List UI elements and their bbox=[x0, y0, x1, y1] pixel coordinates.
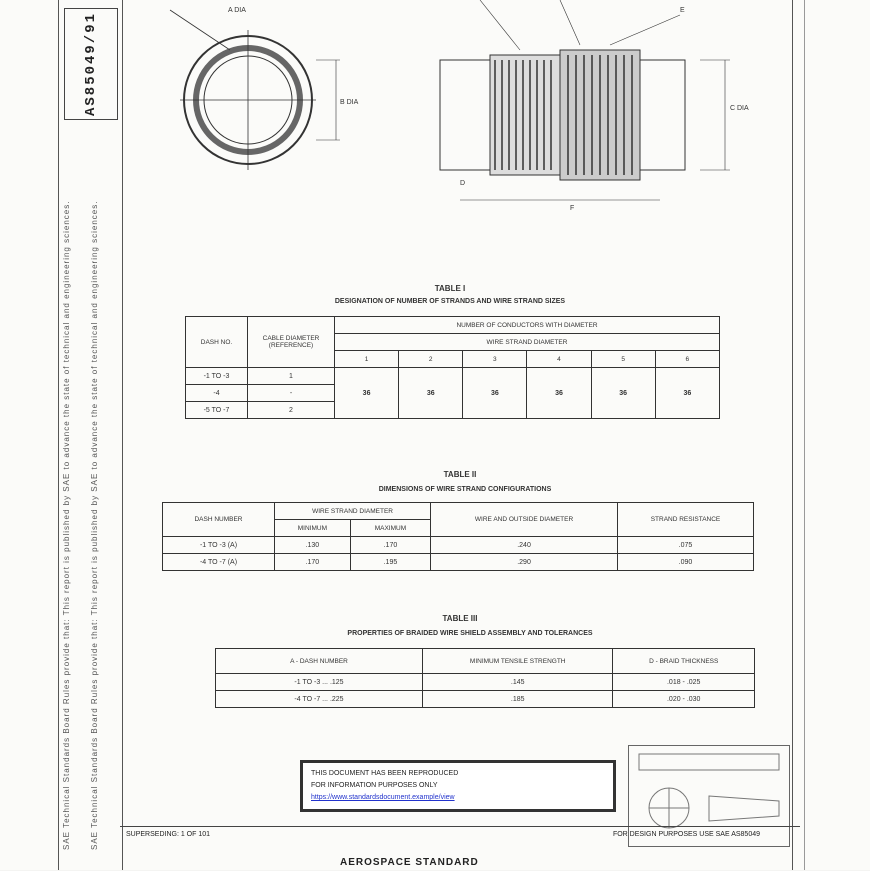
t1-header-dia: CABLE DIAMETER (REFERENCE) bbox=[248, 317, 335, 368]
t2-cell: .075 bbox=[617, 537, 753, 554]
left-margin-text-2: SAE Technical Standards Board Rules provide that: This report is published by SAE to advance the state of technical and engineering sciences. bbox=[90, 200, 99, 850]
technical-drawing bbox=[140, 0, 760, 220]
t2-cell: .090 bbox=[617, 554, 753, 571]
t2-cell: .240 bbox=[431, 537, 618, 554]
notice-line-1: THIS DOCUMENT HAS BEEN REPRODUCED bbox=[311, 770, 459, 777]
label-a-dia: A DIA bbox=[228, 7, 246, 14]
t1-col: 3 bbox=[463, 351, 527, 368]
t1-cell: 36 bbox=[463, 368, 527, 419]
footer-title: AEROSPACE STANDARD bbox=[340, 857, 479, 868]
t2-cell: .170 bbox=[275, 554, 351, 571]
left-margin-text: SAE Technical Standards Board Rules provide that: This report is published by SAE to advance the state of technical and engineering sciences. bbox=[62, 200, 71, 850]
margin-rule-1 bbox=[58, 0, 59, 870]
t1-header-strand: WIRE STRAND DIAMETER bbox=[335, 334, 720, 351]
table1-caption: TABLE I bbox=[434, 284, 466, 293]
document-id-box bbox=[64, 8, 118, 120]
table2-caption: TABLE II bbox=[443, 470, 477, 479]
document-id: AS85049/91 bbox=[83, 11, 99, 116]
table-row bbox=[216, 691, 755, 708]
table2-subtitle: DIMENSIONS OF WIRE STRAND CONFIGURATIONS bbox=[378, 486, 552, 493]
footer-right: FOR DESIGN PURPOSES USE SAE AS85049 bbox=[612, 831, 760, 838]
footer-left: SUPERSEDING: 1 OF 101 bbox=[126, 831, 211, 838]
table-3 bbox=[215, 648, 755, 708]
t1-col: 4 bbox=[527, 351, 591, 368]
reproduction-notice bbox=[300, 760, 616, 812]
t1-cell: -5 TO -7 bbox=[186, 402, 248, 419]
t3-cell: .185 bbox=[423, 691, 613, 708]
t1-cell: -1 TO -3 bbox=[186, 368, 248, 385]
notice-link[interactable]: https://www.standardsdocument.example/view bbox=[311, 794, 455, 801]
t1-cell: - bbox=[248, 385, 335, 402]
t2-cell: -1 TO -3 (A) bbox=[163, 537, 275, 554]
label-c-dia: C DIA bbox=[730, 105, 749, 112]
t1-col: 2 bbox=[399, 351, 463, 368]
t3-cell: -4 TO -7 ... .225 bbox=[216, 691, 423, 708]
t1-cell: 1 bbox=[248, 368, 335, 385]
t3-cell: .145 bbox=[423, 674, 613, 691]
right-rule-2 bbox=[804, 0, 805, 870]
table3-caption: TABLE III bbox=[442, 614, 478, 623]
notice-line-2: FOR INFORMATION PURPOSES ONLY bbox=[311, 782, 438, 789]
table-1 bbox=[185, 316, 720, 419]
t1-header-conductors: NUMBER OF CONDUCTORS WITH DIAMETER bbox=[335, 317, 720, 334]
t1-cell: 36 bbox=[591, 368, 655, 419]
t3-header: D - BRAID THICKNESS bbox=[613, 649, 755, 674]
label-d: D bbox=[460, 180, 466, 187]
t1-header-dash: DASH NO. bbox=[186, 317, 248, 368]
table-row bbox=[163, 537, 754, 554]
t1-cell: 36 bbox=[655, 368, 719, 419]
table-row bbox=[163, 554, 754, 571]
t1-col: 6 bbox=[655, 351, 719, 368]
t1-col: 5 bbox=[591, 351, 655, 368]
margin-rule-2 bbox=[122, 0, 123, 870]
t2-cell: .290 bbox=[431, 554, 618, 571]
table3-subtitle: PROPERTIES OF BRAIDED WIRE SHIELD ASSEMBLY AND TOLERANCES bbox=[347, 630, 593, 637]
t3-cell: .020 - .030 bbox=[613, 691, 755, 708]
t2-header: WIRE STRAND DIAMETER bbox=[275, 503, 431, 520]
side-view bbox=[440, 0, 730, 200]
t2-header: STRAND RESISTANCE bbox=[617, 503, 753, 537]
table-row bbox=[216, 674, 755, 691]
table-2 bbox=[162, 502, 754, 571]
t1-cell: 36 bbox=[335, 368, 399, 419]
label-b-dia: B DIA bbox=[340, 99, 359, 106]
table-row bbox=[186, 368, 720, 385]
t3-cell: .018 - .025 bbox=[613, 674, 755, 691]
t1-cell: 36 bbox=[399, 368, 463, 419]
t2-cell: .195 bbox=[350, 554, 430, 571]
t2-cell: -4 TO -7 (A) bbox=[163, 554, 275, 571]
label-e: E bbox=[680, 7, 685, 14]
footer bbox=[120, 826, 800, 871]
t1-cell: -4 bbox=[186, 385, 248, 402]
t1-col: 1 bbox=[335, 351, 399, 368]
t3-cell: -1 TO -3 ... .125 bbox=[216, 674, 423, 691]
t2-cell: .170 bbox=[350, 537, 430, 554]
t2-header: DASH NUMBER bbox=[163, 503, 275, 537]
t3-header: MINIMUM TENSILE STRENGTH bbox=[423, 649, 613, 674]
t2-header: MINIMUM bbox=[275, 520, 351, 537]
t1-cell: 36 bbox=[527, 368, 591, 419]
t2-header: WIRE AND OUTSIDE DIAMETER bbox=[431, 503, 618, 537]
end-view bbox=[170, 10, 340, 170]
t3-header: A - DASH NUMBER bbox=[216, 649, 423, 674]
t1-cell: 2 bbox=[248, 402, 335, 419]
right-rule-1 bbox=[792, 0, 793, 870]
table1-subtitle: DESIGNATION OF NUMBER OF STRANDS AND WIRE STRAND SIZES bbox=[334, 298, 566, 305]
label-f: F bbox=[570, 205, 575, 212]
t2-header: MAXIMUM bbox=[350, 520, 430, 537]
t2-cell: .130 bbox=[275, 537, 351, 554]
